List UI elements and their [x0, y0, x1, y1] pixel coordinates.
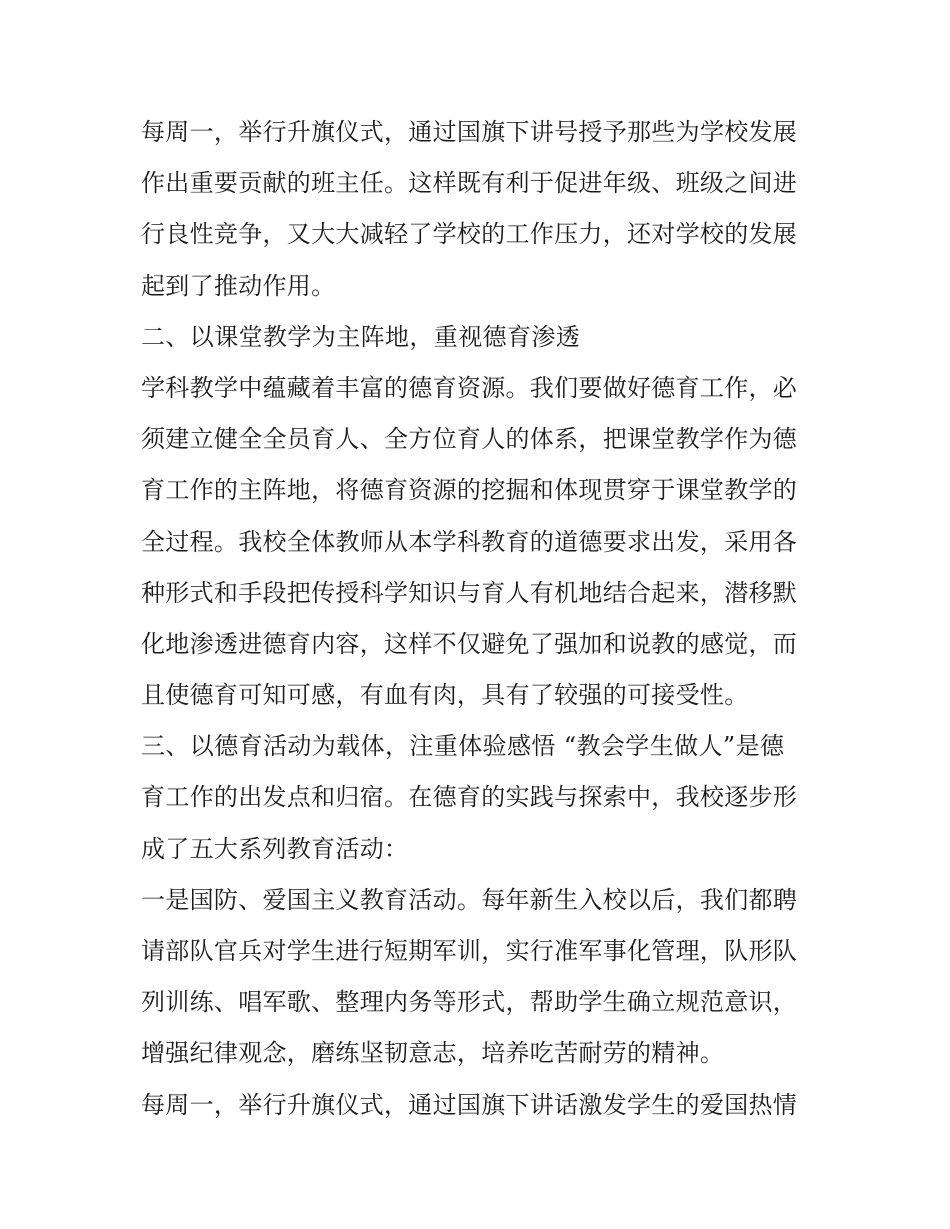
paragraph-line: 育工作的出发点和归宿。在德育的实践与探索中，我校逐步形: [141, 783, 798, 812]
paragraph-line: 作出重要贡献的班主任。这样既有利于促进年级、班级之间进: [141, 169, 798, 198]
paragraph-line: 学科教学中蕴藏着丰富的德育资源。我们要做好德育工作，必: [141, 373, 798, 402]
paragraph-line: 一是国防、爱国主义教育活动。每年新生入校以后，我们都聘: [141, 885, 798, 914]
paragraph-line: 起到了推动作用。: [141, 271, 336, 300]
paragraph-line: 须建立健全全员育人、全方位育人的体系，把课堂教学作为德: [141, 425, 798, 454]
paragraph-line: 种形式和手段把传授科学知识与育人有机地结合起来，潜移默: [141, 578, 798, 607]
paragraph-line: 且使德育可知可感，有血有肉，具有了较强的可接受性。: [141, 681, 749, 710]
paragraph-line: 每周一，举行升旗仪式，通过国旗下讲号授予那些为学校发展: [141, 118, 798, 146]
paragraph-line: 请部队官兵对学生进行短期军训，实行准军事化管理，队形队: [141, 937, 798, 965]
paragraph-line: 全过程。我校全体教师从本学科教育的道德要求出发，采用各: [141, 527, 798, 556]
paragraph-line: 每周一，举行升旗仪式，通过国旗下讲话激发学生的爱国热情: [141, 1090, 798, 1119]
paragraph-line: 化地渗透进德育内容，这样不仅避免了强加和说教的感觉，而: [141, 629, 798, 658]
paragraph-line: 成了五大系列教育活动：: [141, 834, 409, 863]
document-body: [141, 107, 821, 1131]
paragraph-line: 增强纪律观念，磨练坚韧意志，培养吃苦耐劳的精神。: [141, 1039, 725, 1068]
section-heading: 三、以德育活动为载体，注重体验感悟 “教会学生做人”是德: [141, 732, 785, 761]
paragraph-line: 列训练、唱军歌、整理内务等形式，帮助学生确立规范意识，: [141, 988, 798, 1017]
paragraph-line: 行良性竞争，又大大减轻了学校的工作压力，还对学校的发展: [141, 220, 798, 249]
paragraph-line: 育工作的主阵地，将德育资源的挖掘和体现贯穿于课堂教学的: [141, 476, 798, 505]
section-heading: 二、以课堂教学为主阵地，重视德育渗透: [141, 322, 581, 351]
